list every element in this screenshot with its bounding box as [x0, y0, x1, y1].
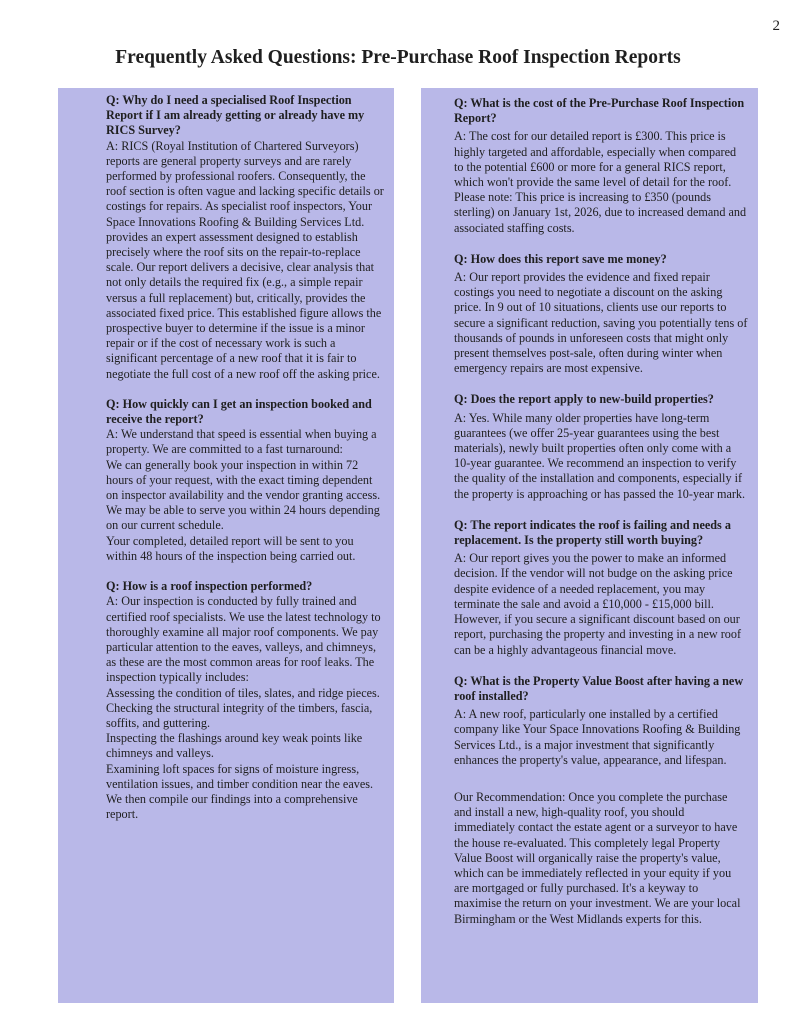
- faq-item: [106, 397, 384, 564]
- faq-item: [454, 674, 748, 927]
- faq-answer-line: We then compile our findings into a comprehensive report.: [106, 791, 358, 822]
- inspection-checklist-item: Checking the structural integrity of the timbers, fascia, soffits, and guttering.: [106, 700, 373, 730]
- faq-question: Q: The report indicates the roof is failing and needs a replacement. Is the property still worth buying?: [454, 517, 731, 548]
- faq-item: [106, 579, 384, 822]
- faq-column-right: [421, 88, 758, 1003]
- faq-answer: A: RICS (Royal Institution of Chartered Surveyors) reports are general property surveys and are rarely performed by professional roofers. Consequently, the roof section is often vague and lacking specific details or costings for repairs. As specialist roof inspectors, Your Space Innovations Roofing & Building Services Ltd. provides an expert assessment designed to establish precisely where the roof sits on the repair-to-replace scale. Our report delivers a decisive, clear analysis that not only details the required fix (e.g., a simple repair versus a full replacement) but, critically, provides the associated fixed price. This established figure allows the prospective buyer to determine if the issue is a minor repair or if the cost of necessary work is such a significant percentage of a new roof that it is fair to negotiate the full cost of a new roof off the asking price.: [106, 138, 384, 381]
- faq-question: Q: Why do I need a specialised Roof Inspection Report if I am already getting or already have my RICS Survey?: [106, 93, 365, 138]
- inspection-checklist-item: Assessing the condition of tiles, slates, and ridge pieces.: [106, 685, 380, 700]
- faq-answer-line: Your completed, detailed report will be sent to you within 48 hours of the inspection being carried out.: [106, 533, 356, 563]
- faq-question: Q: How quickly can I get an inspection booked and receive the report?: [106, 396, 372, 427]
- faq-column-left: [58, 88, 394, 1003]
- faq-question: Q: What is the cost of the Pre-Purchase Roof Inspection Report?: [454, 96, 745, 126]
- faq-answer-line: We can generally book your inspection in within 72 hours of your request, with the exact timing dependent on inspector availability and the vendor granting access. We may be able to serve you within 24 hours depending on our current schedule.: [106, 457, 381, 533]
- faq-answer: A: Yes. While many older properties have long-term guarantees (we offer 25-year guarantees using the best materials), newly built properties often only come with a 10-year guarantee. We recommend an inspection to verify the quality of the installation and components, especially if the property is approaching or has passed the 10-year mark.: [454, 410, 746, 501]
- faq-item: [106, 93, 384, 382]
- faq-answer: A: A new roof, particularly one installed by a certified company like Your Space Innovations Roofing & Building Services Ltd., is a major investment that significantly enhances the property's value, appearance, and lifespan.: [454, 707, 741, 767]
- faq-question: Q: How does this report save me money?: [454, 251, 667, 266]
- inspection-checklist-item: Inspecting the flashings around key weak points like chimneys and valleys.: [106, 731, 363, 761]
- faq-answer: A: Our report provides the evidence and fixed repair costings you need to negotiate a discount on the asking price. In 9 out of 10 situations, clients use our reports to secure a significant reduction, saving you potentially tens of thousands of pounds in unforeseen costs that might only present themselves post-sale, often during winter when emergency repairs are most expensive.: [454, 270, 748, 376]
- faq-question: Q: Does the report apply to new-build properties?: [454, 392, 714, 407]
- faq-item: [454, 96, 748, 236]
- faq-answer: A: The cost for our detailed report is £300. This price is highly targeted and affordable, especially when compared to the potential £600 or more for a general RICS report, which won't provide the same level of detail for the roof. Please note: This price is increasing to £350 (pounds sterling) on January 1st, 2026, due to increased demand and associated staffing costs.: [454, 129, 747, 235]
- faq-question: Q: How is a roof inspection performed?: [106, 579, 313, 594]
- faq-answer: A: Our inspection is conducted by fully trained and certified roof specialists. We use the latest technology to thoroughly examine all major roof components. We pay particular attention to the eaves, valleys, and chimneys, as these are the most common areas for roof leaks. The inspection typically includes:: [106, 594, 381, 685]
- page-number: 2: [772, 18, 780, 34]
- faq-item: [454, 252, 748, 377]
- faq-answer: A: Our report gives you the power to make an informed decision. If the vendor will not budge on the asking price despite evidence of a needed replacement, you may terminate the sale and avoid a £10,000 - £15,000 bill. However, if you secure a significant discount based on our report, purchasing the property and investing in a new roof can be a highly advantageous financial move.: [454, 551, 742, 657]
- faq-question: Q: What is the Property Value Boost after having a new roof installed?: [454, 673, 744, 703]
- faq-item: [454, 392, 748, 501]
- page-title: Frequently Asked Questions: Pre-Purchase Roof Inspection Reports: [115, 47, 681, 68]
- inspection-checklist-item: Examining loft spaces for signs of moisture ingress, ventilation issues, and timber condition near the eaves.: [106, 761, 374, 791]
- faq-item: [454, 518, 748, 658]
- faq-answer: A: We understand that speed is essential when buying a property. We are committed to a fast turnaround:: [106, 427, 377, 457]
- recommendation-paragraph: Our Recommendation: Once you complete the purchase and install a new, high-quality roof, you should immediately contact the estate agent or a surveyor to have the house re-evaluated. This completely legal Property Value Boost will organically raise the property's value, which can be immediately reflected in your equity if you are mortgaged or fully purchased. It's a keyway to maximise the return on your investment. We are your local Birmingham or the West Midlands experts for this.: [454, 789, 741, 926]
